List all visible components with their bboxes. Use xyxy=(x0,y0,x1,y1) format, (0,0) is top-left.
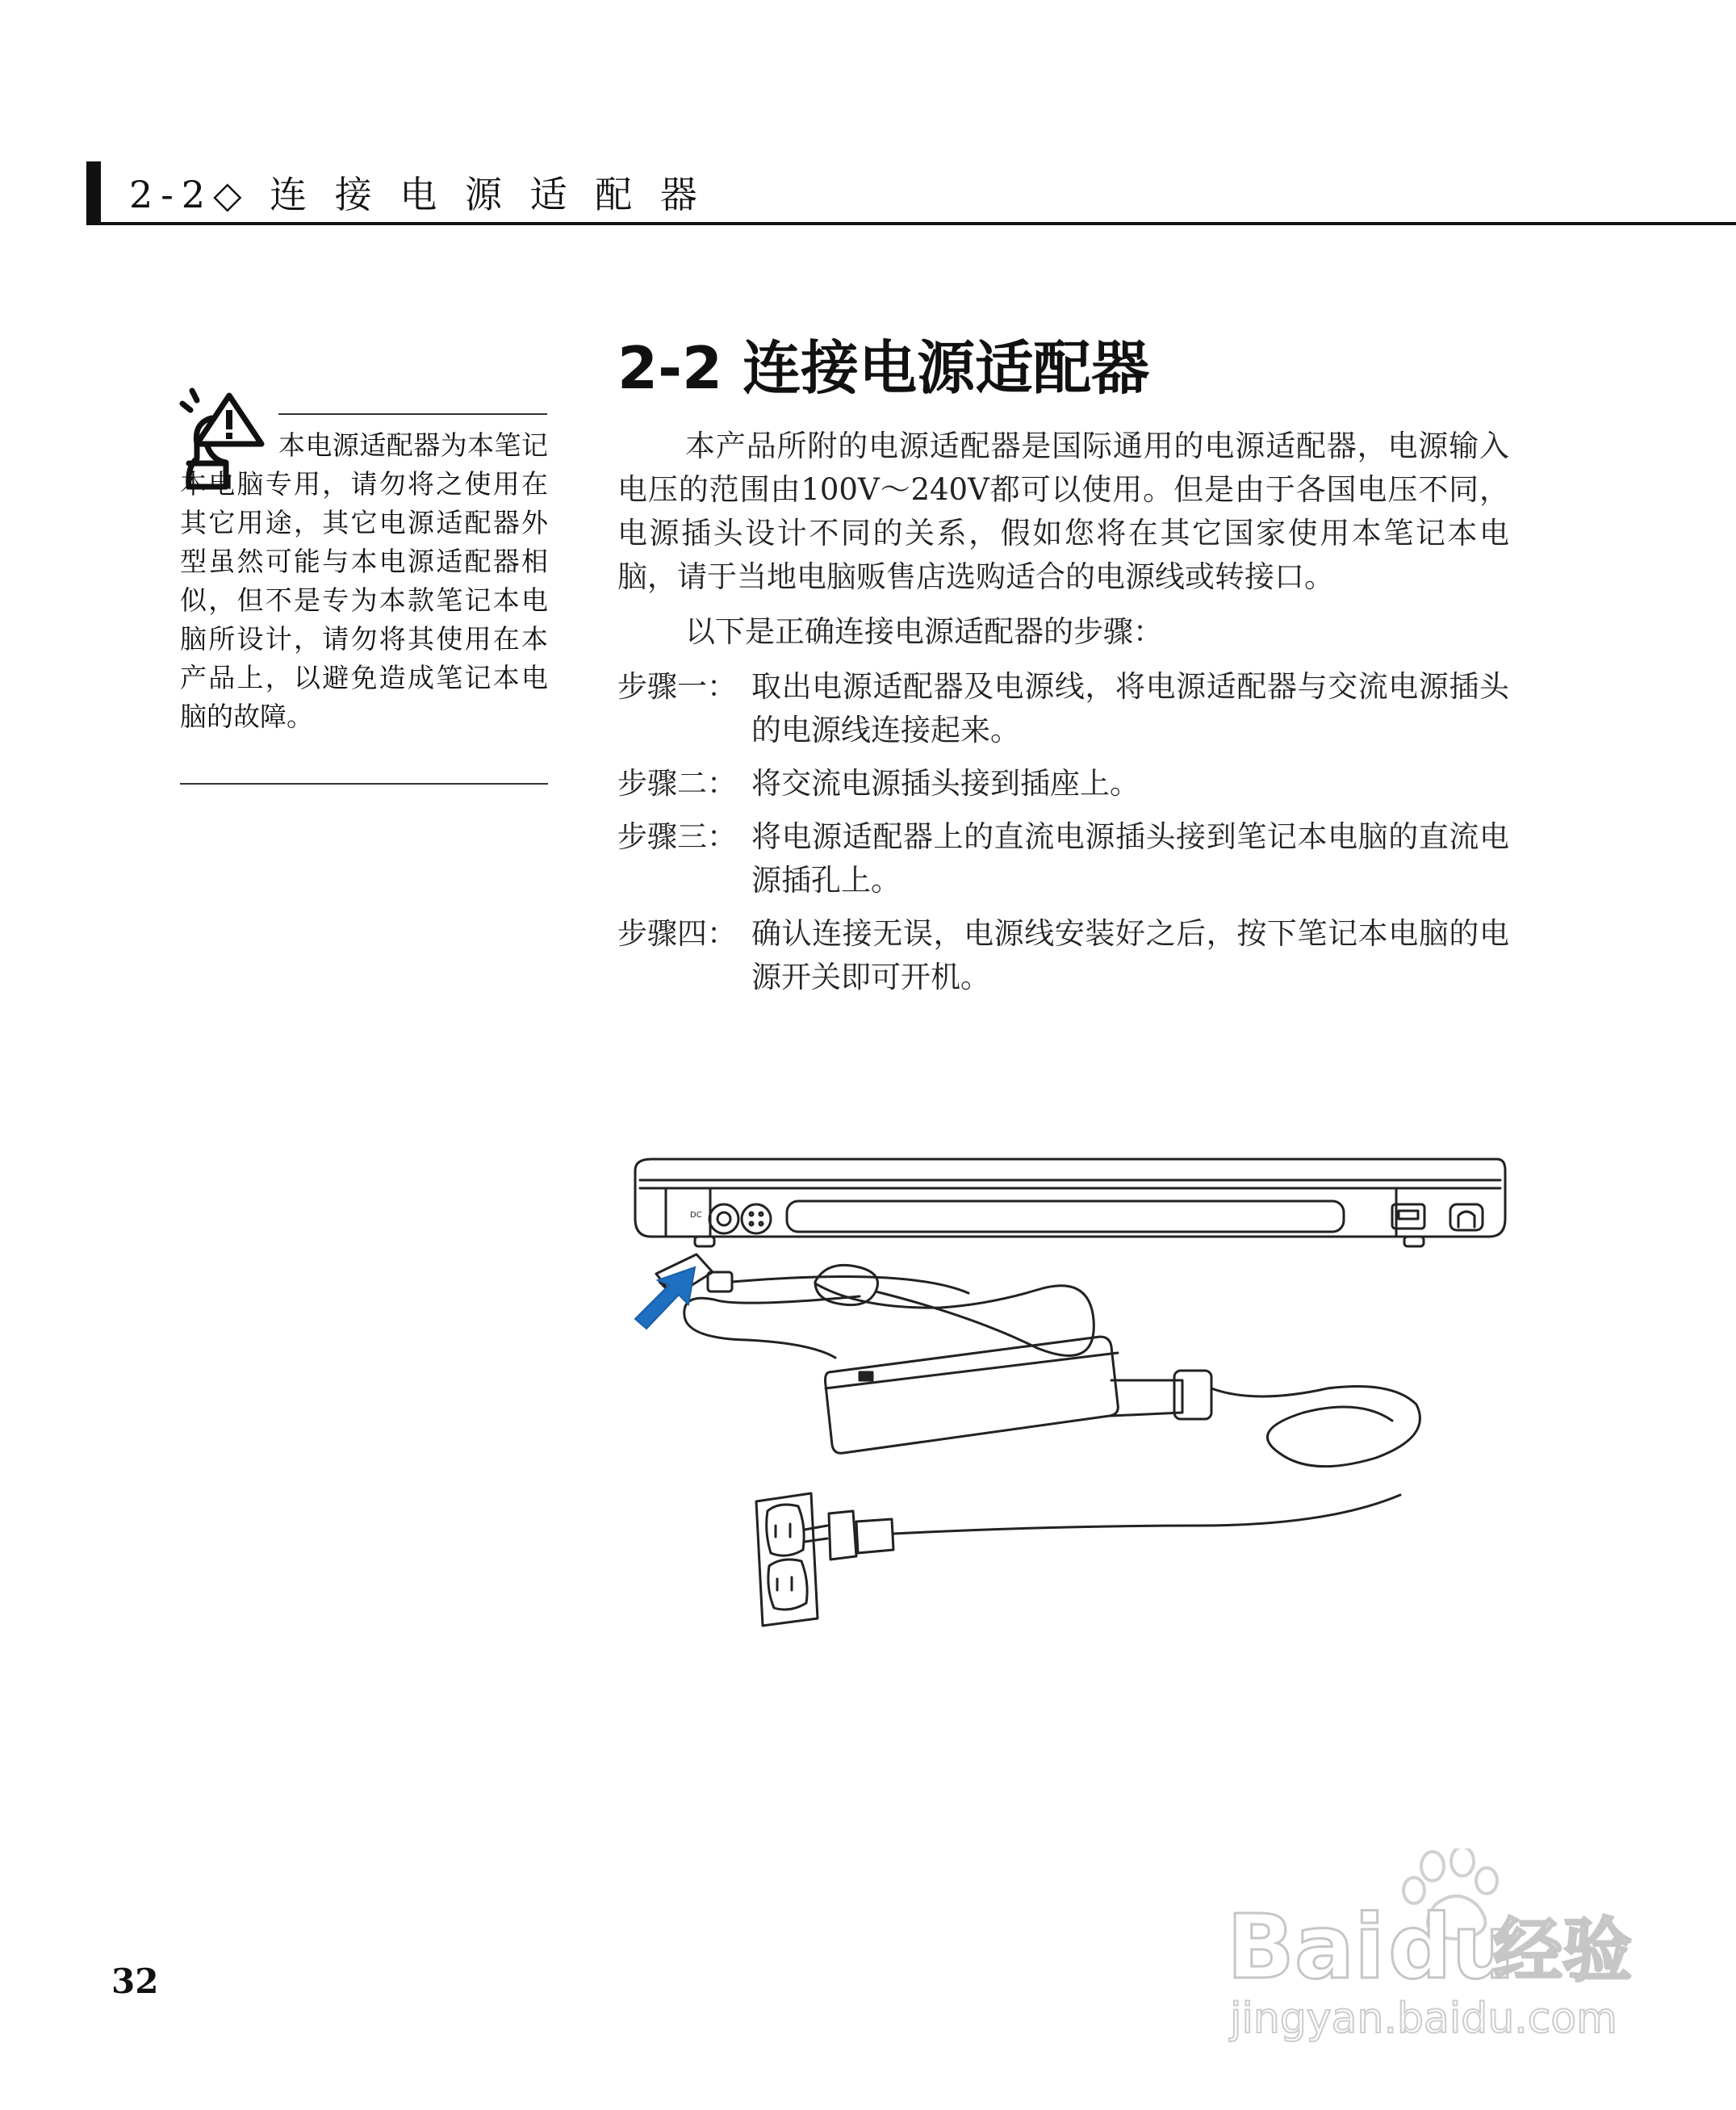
header-rule xyxy=(86,222,1736,225)
watermark-url: jingyan.baidu.com xyxy=(1230,1995,1617,2042)
dc-plug xyxy=(656,1254,968,1296)
steps-intro: 以下是正确连接电源适配器的步骤： xyxy=(685,614,1163,649)
watermark-brand-suffix: du xyxy=(1388,1895,1516,1999)
laptop-rear xyxy=(635,1159,1505,1246)
watermark-brand: Bai xyxy=(1227,1895,1385,1999)
ac-plug-inlet xyxy=(1111,1371,1420,1467)
svg-text:DC: DC xyxy=(690,1211,702,1220)
intro-paragraph: 本产品所附的电源适配器是国际通用的电源适配器，电源输入电压的范围由100V～240V都可以使用。但是由于各国电压不同，电源插头设计不同的关系，假如您将在其它国家使用本笔记本电脑，请于当地电脑贩售店选购适合的电源线或转接口。 xyxy=(617,429,1509,594)
step-2 xyxy=(617,762,1509,806)
step-4 xyxy=(617,912,1509,999)
step-label: 步骤三： xyxy=(617,819,737,854)
running-header: 2-2◇ 连 接 电 源 适 配 器 xyxy=(129,173,705,216)
step-text: 取出电源适配器及电源线，将电源适配器与交流电源插头的电源线连接起来。 xyxy=(751,669,1509,747)
step-text: 将交流电源插头接到插座上。 xyxy=(751,766,1140,801)
wall-plug xyxy=(805,1495,1400,1559)
wall-outlet xyxy=(756,1493,818,1626)
caution-note xyxy=(180,412,548,736)
header-bar xyxy=(86,161,101,224)
page-number: 32 xyxy=(111,1961,159,2001)
step-1 xyxy=(617,665,1509,752)
step-text: 将电源适配器上的直流电源插头接到笔记本电脑的直流电源插孔上。 xyxy=(751,819,1509,898)
kensington-lock xyxy=(1450,1204,1483,1230)
watermark-product: 经验 xyxy=(1493,1911,1632,1991)
body-text xyxy=(617,425,1509,1009)
caution-note-text: 本电源适配器为本笔记本电脑专用，请勿将之使用在其它用途，其它电源适配器外型虽然可能与本电源适配器相似，但不是专为本款笔记本电脑所设计，请勿将其使用在本产品上，以避免造成笔记本电脑的故障。 xyxy=(180,429,548,732)
note-rule-bottom xyxy=(180,783,548,785)
step-text: 确认连接无误，电源线安装好之后，按下笔记本电脑的电源开关即可开机。 xyxy=(751,916,1509,994)
step-label: 步骤二： xyxy=(617,766,737,801)
step-label: 步骤一： xyxy=(617,669,737,704)
step-label: 步骤四： xyxy=(617,916,737,951)
laptop-power-adapter-illustration xyxy=(617,1146,1513,1647)
dc-in-port xyxy=(690,1204,738,1233)
video-port xyxy=(742,1204,771,1233)
baidu-watermark-logo xyxy=(1227,1848,1646,2042)
page-title: 2-2 连接电源适配器 xyxy=(617,334,1150,402)
step-3 xyxy=(617,815,1509,902)
